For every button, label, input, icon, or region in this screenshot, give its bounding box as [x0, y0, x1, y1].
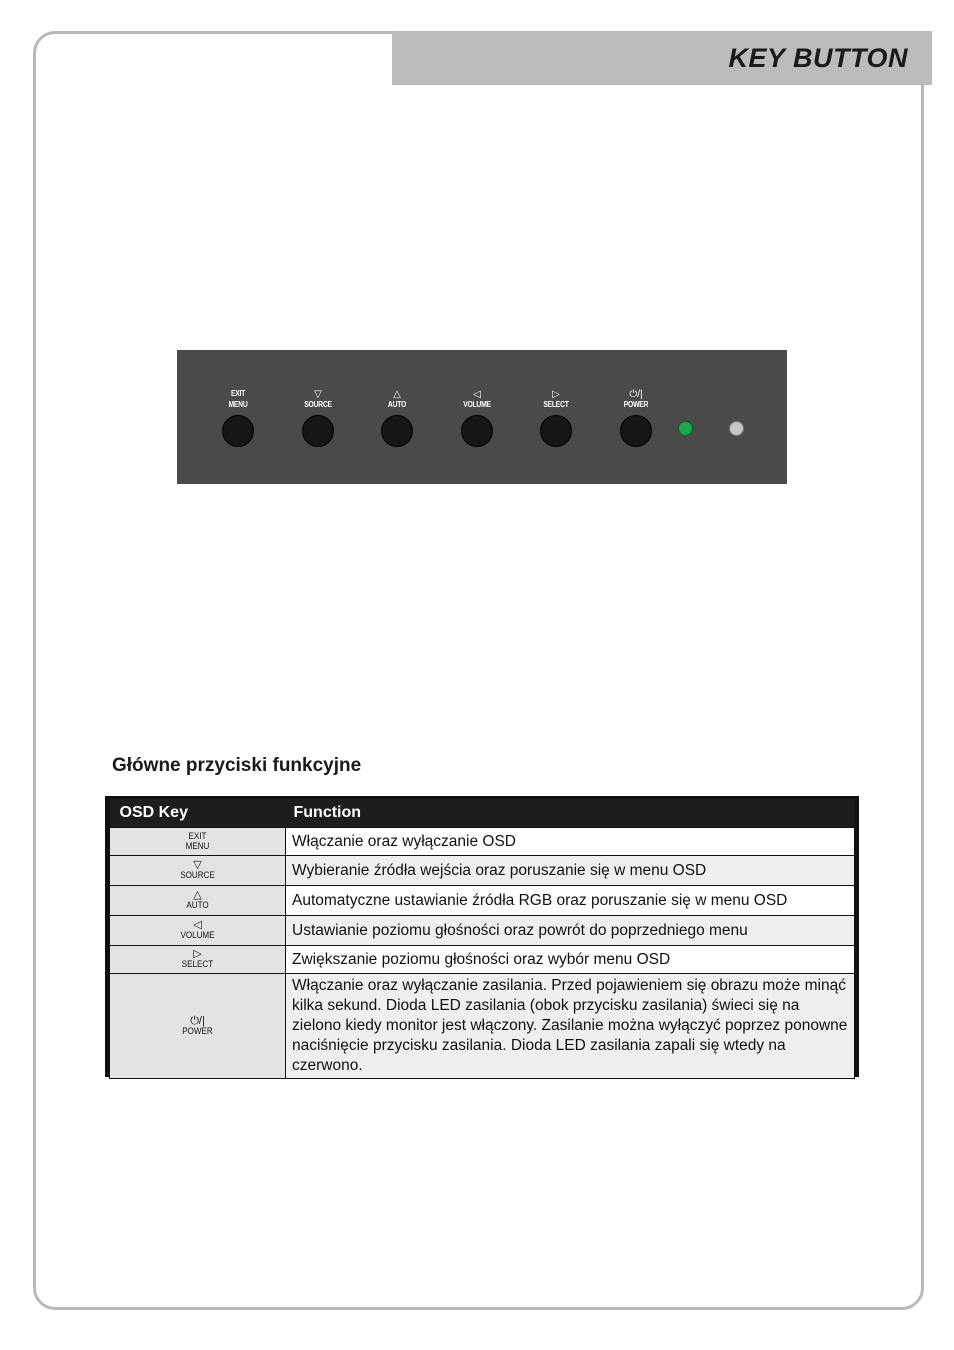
- key-cell-select: [110, 946, 286, 974]
- select-label: SELECT: [181, 959, 214, 970]
- auto-label: AUTO: [387, 400, 407, 409]
- table-row: [110, 974, 855, 1079]
- table-row: [110, 946, 855, 974]
- triangle-down-icon: ▽: [193, 859, 202, 871]
- power-button[interactable]: [620, 415, 652, 447]
- panel-key-power: [606, 389, 666, 447]
- exit-menu-button[interactable]: [222, 415, 254, 447]
- key-cell-auto: [110, 886, 286, 916]
- function-cell: Włączanie oraz wyłączanie OSD: [286, 828, 855, 856]
- exit-label: EXIT: [230, 389, 246, 398]
- volume-button[interactable]: [461, 415, 493, 447]
- power-icon: ⏻/|: [629, 389, 643, 400]
- power-label: POWER: [182, 1025, 213, 1037]
- select-label: SELECT: [543, 400, 569, 409]
- triangle-right-icon: ▷: [552, 389, 560, 400]
- page-frame: [33, 31, 924, 1310]
- function-cell: Ustawianie poziomu głośności oraz powrót do poprzedniego menu: [286, 916, 855, 946]
- exit-label: EXIT: [188, 830, 207, 842]
- table-row: [110, 886, 855, 916]
- panel-key-exit-menu: [208, 389, 268, 447]
- table-row: [110, 856, 855, 886]
- header-function: Function: [286, 799, 855, 828]
- auto-button[interactable]: [381, 415, 413, 447]
- source-label: SOURCE: [304, 400, 332, 409]
- key-cell-exit-menu: [110, 828, 286, 856]
- function-cell: Włączanie oraz wyłączanie zasilania. Przed pojawieniem się obrazu może minąć kilka sekund. Dioda LED zasilania (obok przycisku zasilania) świeci się na zielono kiedy monitor jest włączony. Zasilanie można wyłączyć poprzez ponowne naciśnięcie przycisku zasilania. Dioda LED zasilania zapali się wtedy na czerwono.: [286, 974, 855, 1079]
- triangle-up-icon: △: [193, 889, 202, 901]
- volume-label: VOLUME: [180, 930, 215, 941]
- header-osd-key: OSD Key: [110, 799, 286, 828]
- power-icon: ⏻/|: [190, 1014, 205, 1027]
- table-row: [110, 916, 855, 946]
- triangle-left-icon: ◁: [473, 389, 481, 400]
- function-cell: Zwiększanie poziomu głośności oraz wybór menu OSD: [286, 946, 855, 974]
- auto-label: AUTO: [186, 900, 209, 911]
- source-label: SOURCE: [180, 870, 215, 881]
- header-band: [392, 31, 932, 85]
- volume-label: VOLUME: [463, 400, 491, 409]
- monitor-button-panel: [177, 350, 787, 484]
- triangle-up-icon: △: [393, 389, 401, 400]
- panel-key-source: [288, 389, 348, 447]
- osd-key-table: [105, 796, 859, 1077]
- triangle-left-icon: ◁: [193, 919, 202, 931]
- menu-label: MENU: [185, 840, 210, 852]
- panel-key-auto: [367, 389, 427, 447]
- panel-key-select: [526, 389, 586, 447]
- source-button[interactable]: [302, 415, 334, 447]
- section-heading: Główne przyciski funkcyjne: [112, 755, 362, 776]
- select-button[interactable]: [540, 415, 572, 447]
- menu-label: MENU: [228, 400, 248, 409]
- key-cell-source: [110, 856, 286, 886]
- function-cell: Automatyczne ustawianie źródła RGB oraz poruszanie się w menu OSD: [286, 886, 855, 916]
- power-led-green: [678, 421, 693, 436]
- triangle-right-icon: ▷: [193, 948, 202, 960]
- function-cell: Wybieranie źródła wejścia oraz poruszanie się w menu OSD: [286, 856, 855, 886]
- triangle-down-icon: ▽: [314, 389, 322, 400]
- table-row: [110, 828, 855, 856]
- table-header-row: [110, 799, 855, 828]
- panel-key-volume: [447, 389, 507, 447]
- key-cell-power: [110, 974, 286, 1079]
- key-cell-volume: [110, 916, 286, 946]
- power-label: POWER: [623, 400, 649, 409]
- page-title: KEY BUTTON: [728, 43, 908, 73]
- status-led-grey: [729, 421, 744, 436]
